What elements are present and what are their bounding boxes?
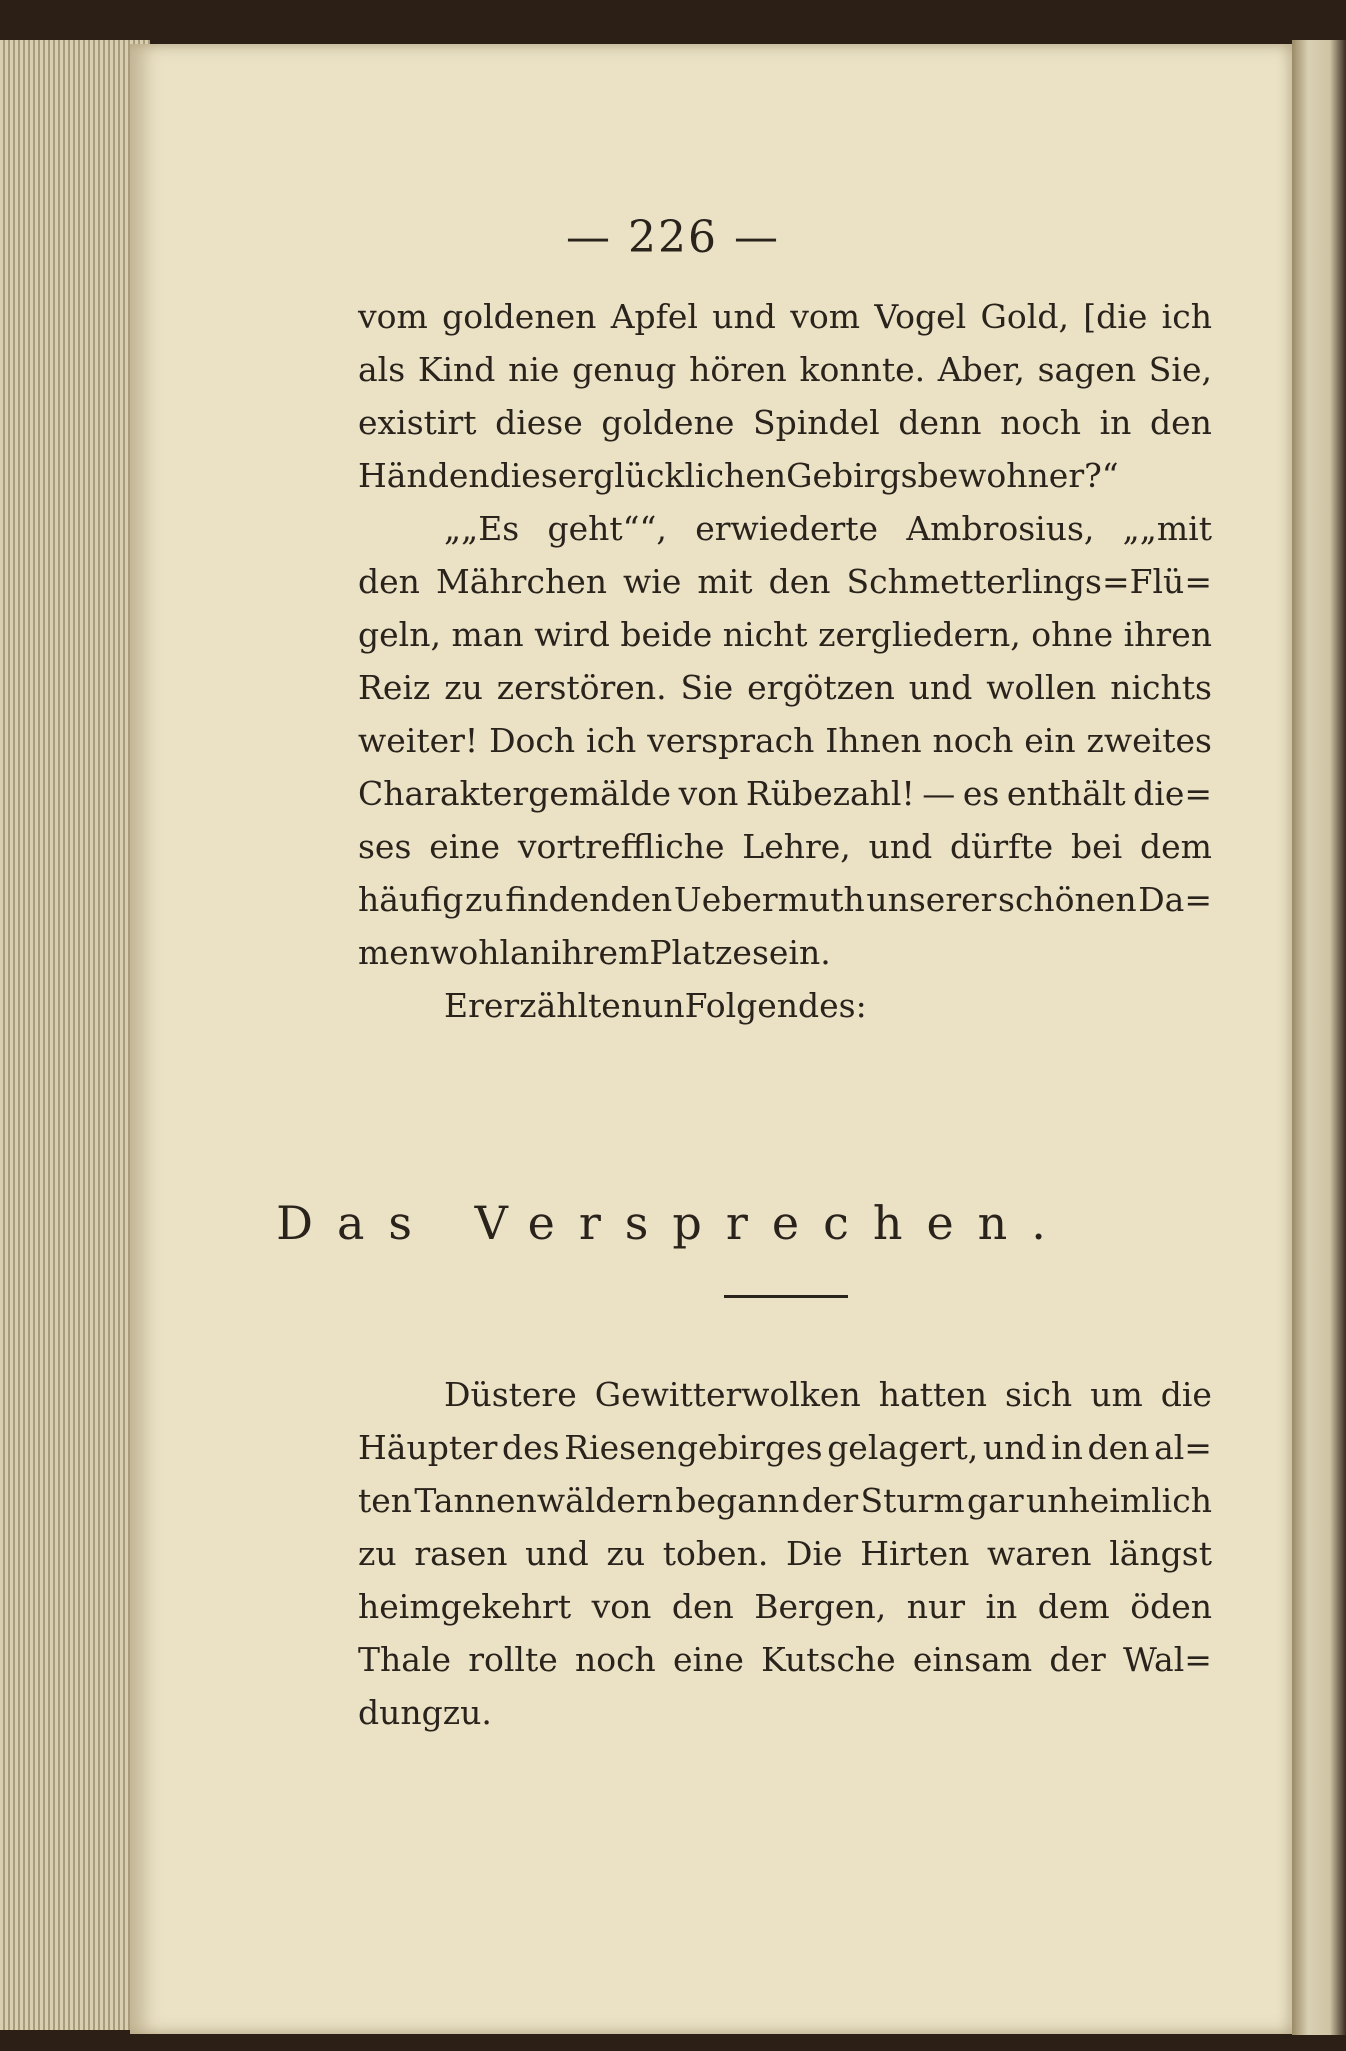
word: Gebirgsbewohner?“: [786, 456, 1119, 495]
paragraph-2: [358, 502, 1212, 979]
text-line: [358, 343, 1212, 396]
word: findenden: [505, 880, 673, 919]
word: Ihnen: [825, 721, 922, 760]
word: Wal=: [1122, 1640, 1212, 1679]
text-line: [358, 926, 1212, 979]
word: erzählte: [483, 986, 621, 1025]
word: vom: [790, 297, 861, 336]
word: goldene: [601, 403, 735, 442]
word: ein: [1024, 721, 1076, 760]
word: einsam: [912, 1640, 1033, 1679]
word: Er: [444, 986, 484, 1025]
word: noch: [574, 1640, 656, 1679]
word: bei: [1070, 827, 1123, 866]
word: Kutsche: [761, 1640, 896, 1679]
word: Platze: [649, 933, 752, 972]
word: „„Es: [444, 509, 520, 548]
word: diese: [495, 403, 583, 442]
word: in: [985, 1587, 1018, 1626]
word: zu: [464, 880, 504, 919]
word: nicht: [722, 615, 808, 654]
word: Reiz: [358, 668, 431, 707]
word: eine: [673, 1640, 744, 1679]
word: Häupter: [358, 1428, 498, 1467]
word: zweites: [1086, 721, 1212, 760]
word: Uebermuth: [673, 880, 865, 919]
word: unheimlich: [1025, 1481, 1212, 1520]
word: und: [982, 1428, 1047, 1467]
word: enthält: [1006, 774, 1126, 813]
word: wollen: [986, 668, 1097, 707]
word: rasen: [414, 1534, 508, 1573]
word: den: [768, 562, 831, 601]
word: die=: [1133, 774, 1212, 813]
text-line: [358, 1421, 1212, 1474]
word: es: [962, 774, 1000, 813]
word: öden: [1130, 1587, 1212, 1626]
word: zu.: [442, 1693, 492, 1732]
word: ergötzen: [747, 668, 895, 707]
word: sagen: [1037, 350, 1137, 389]
word: Gold,: [980, 297, 1069, 336]
text-line: [358, 396, 1212, 449]
word: eine: [429, 827, 501, 866]
word: dieser: [489, 456, 594, 495]
word: Düstere: [444, 1375, 577, 1414]
word: Sie,: [1148, 350, 1212, 389]
page-number: — 226 —: [566, 212, 780, 263]
text-line: [358, 873, 1212, 926]
text-line: [358, 767, 1212, 820]
word: sein.: [751, 933, 831, 972]
word: vom: [358, 297, 428, 336]
word: geht““,: [547, 509, 667, 548]
word: den: [358, 562, 420, 601]
paragraph-3: [358, 979, 1212, 1032]
word: begann: [675, 1481, 800, 1520]
word: Doch: [489, 721, 576, 760]
word: in: [1099, 403, 1132, 442]
word: noch: [932, 721, 1014, 760]
text-line: [358, 1368, 1212, 1421]
word: glücklichen: [593, 456, 787, 495]
word: Aber,: [937, 350, 1025, 389]
text-line: [358, 1686, 1212, 1739]
word: denn: [898, 403, 982, 442]
text-line: [358, 555, 1212, 608]
word: an: [510, 933, 551, 972]
word: dem: [1037, 1587, 1110, 1626]
word: Kind: [417, 350, 496, 389]
word: nichts: [1110, 668, 1212, 707]
word: ten: [358, 1481, 413, 1520]
word: die: [1160, 1375, 1212, 1414]
word: wird: [534, 615, 610, 654]
text-line: [358, 449, 1212, 502]
word: versprach: [647, 721, 815, 760]
word: der: [1049, 1640, 1106, 1679]
word: Apfel: [610, 297, 698, 336]
word: existirt: [358, 403, 477, 442]
word: beide: [620, 615, 713, 654]
word: Ambrosius,: [906, 509, 1095, 548]
word: ich: [1161, 297, 1212, 336]
word: waren: [987, 1534, 1092, 1573]
word: der: [801, 1481, 859, 1520]
word: zerstören.: [496, 668, 667, 707]
word: dung: [358, 1693, 443, 1732]
word: und: [908, 668, 973, 707]
word: und: [712, 297, 776, 336]
word: [die: [1083, 297, 1148, 336]
word: Hirten: [860, 1534, 970, 1573]
word: wie: [623, 562, 682, 601]
text-line: [358, 290, 1212, 343]
word: Spindel: [752, 403, 880, 442]
word: ohne: [1031, 615, 1114, 654]
word: Rübezahl!: [745, 774, 915, 813]
word: des: [502, 1428, 560, 1467]
word: nie: [508, 350, 560, 389]
text-block-lower: [358, 1368, 1212, 1739]
word: längst: [1109, 1534, 1212, 1573]
word: ihren: [1123, 615, 1212, 654]
word: schönen: [998, 880, 1137, 919]
section-title: Das Versprechen.: [276, 1196, 1070, 1250]
word: men: [358, 933, 431, 972]
word: nur: [906, 1587, 965, 1626]
word: als: [358, 350, 406, 389]
text-line: [358, 502, 1212, 555]
text-line: [358, 1474, 1212, 1527]
word: in: [1051, 1428, 1083, 1467]
word: rollte: [468, 1640, 558, 1679]
word: Schmetterlings=Flü=: [846, 562, 1212, 601]
word: zu: [444, 668, 483, 707]
word: Sie: [680, 668, 734, 707]
word: hören: [689, 350, 787, 389]
word: mit: [697, 562, 753, 601]
word: genug: [572, 350, 677, 389]
word: häufig: [358, 880, 464, 919]
text-line: [358, 608, 1212, 661]
word: Riesengebirges: [564, 1428, 823, 1467]
word: erwiederte: [695, 509, 879, 548]
paragraph-4: [358, 1368, 1212, 1739]
word: Mährchen: [435, 562, 607, 601]
word: dem: [1139, 827, 1212, 866]
facing-page-edge: [1292, 40, 1346, 2035]
word: man: [451, 615, 524, 654]
word: Händen: [358, 456, 490, 495]
word: den: [671, 1587, 734, 1626]
word: zu: [358, 1534, 397, 1573]
page-stack-edges: [0, 40, 150, 2030]
text-line: [358, 1527, 1212, 1580]
word: nun: [620, 986, 685, 1025]
word: hatten: [878, 1375, 987, 1414]
word: Da=: [1138, 880, 1212, 919]
word: weiter!: [358, 721, 479, 760]
text-line: [358, 979, 1212, 1032]
word: zergliedern,: [818, 615, 1021, 654]
word: gar: [967, 1481, 1024, 1520]
text-line: [358, 1580, 1212, 1633]
word: zu: [606, 1534, 646, 1573]
word: noch: [1000, 403, 1081, 442]
word: „„mit: [1122, 509, 1212, 548]
word: —: [922, 774, 956, 813]
word: goldenen: [442, 297, 597, 336]
word: den: [1150, 403, 1212, 442]
word: und: [525, 1534, 589, 1573]
text-line: [358, 820, 1212, 873]
title-rule: [724, 1295, 848, 1298]
word: sich: [1004, 1375, 1073, 1414]
word: vortreffliche: [517, 827, 725, 866]
text-line: [358, 1633, 1212, 1686]
word: wohl: [430, 933, 510, 972]
word: von: [678, 774, 739, 813]
text-block-upper: [358, 290, 1212, 1032]
word: und: [868, 827, 933, 866]
word: Folgendes:: [684, 986, 867, 1025]
word: gelagert,: [827, 1428, 979, 1467]
word: Gewitterwolken: [594, 1375, 861, 1414]
word: unserer: [866, 880, 997, 919]
word: den: [1087, 1428, 1150, 1467]
word: al=: [1154, 1428, 1212, 1467]
word: Vogel: [874, 297, 967, 336]
word: um: [1090, 1375, 1143, 1414]
word: Lehre,: [742, 827, 851, 866]
word: Thale: [358, 1640, 452, 1679]
word: Bergen,: [754, 1587, 887, 1626]
word: geln,: [358, 615, 441, 654]
word: Die: [785, 1534, 843, 1573]
word: Tannenwäldern: [414, 1481, 673, 1520]
word: ich: [586, 721, 637, 760]
word: dürfte: [950, 827, 1054, 866]
word: ihrem: [550, 933, 650, 972]
word: heimgekehrt: [358, 1587, 572, 1626]
word: Charaktergemälde: [358, 774, 672, 813]
text-line: [358, 661, 1212, 714]
word: konnte.: [799, 350, 926, 389]
word: Sturm: [860, 1481, 965, 1520]
word: ses: [358, 827, 412, 866]
paragraph-1: [358, 290, 1212, 502]
word: toben.: [662, 1534, 769, 1573]
text-line: [358, 714, 1212, 767]
word: von: [591, 1587, 652, 1626]
